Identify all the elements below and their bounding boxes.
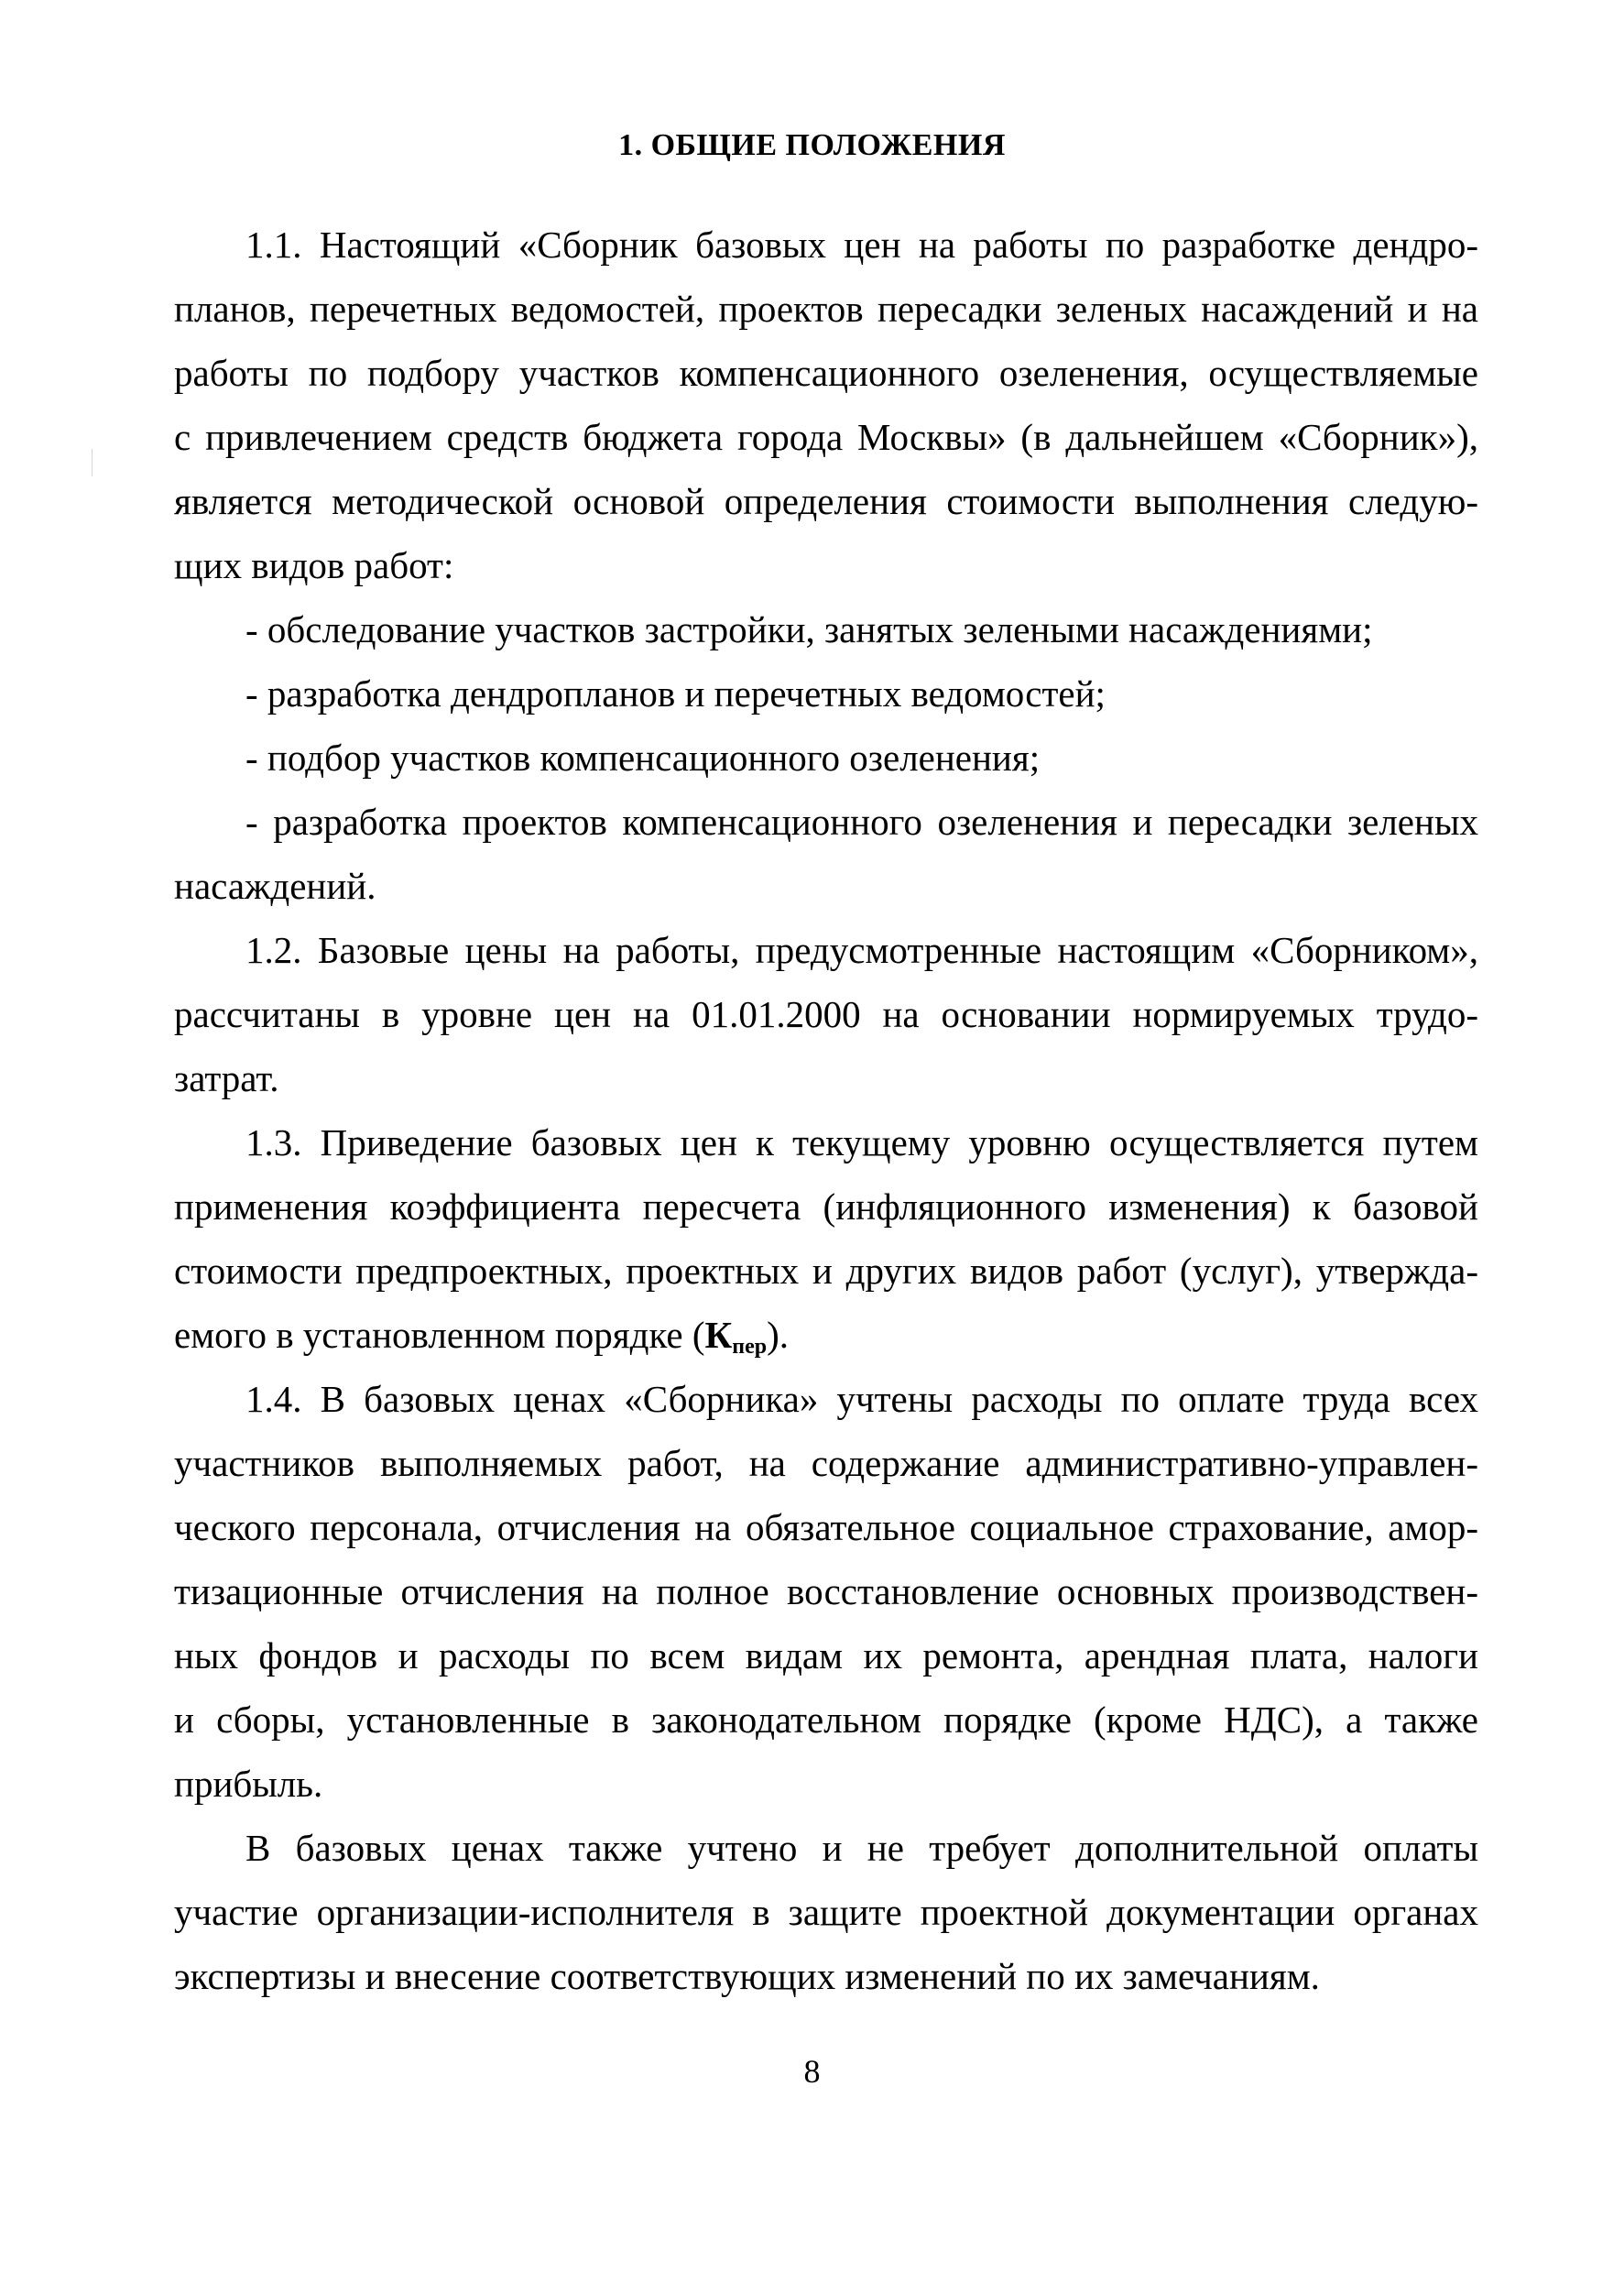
paragraph-1-3-line: 1.3. Приведение базовых цен к текущему уровню осуществляется путем (245, 1121, 1478, 1163)
page-number: 8 (803, 2053, 821, 2090)
paragraph-1-4-line: и сборы, установленные в законодательном порядке (кроме НДС), а также (174, 1699, 1478, 1741)
paragraph-1-4-line: прибыль. (174, 1763, 323, 1805)
paragraph-1-2-line: 1.2. Базовые цены на работы, предусмотренные настоящим «Сборником», (245, 929, 1478, 971)
paragraph-1-1-line: щих видов работ: (174, 544, 454, 586)
paragraph-1-2-line: затрат. (174, 1057, 279, 1099)
list-item: - подбор участков компенсационного озеленения; (245, 737, 1041, 779)
paragraph-final-line: экспертизы и внесение соответствующих изменений по их замечаниям. (174, 1955, 1320, 1997)
paragraph-1-3-line: применения коэффициента пересчета (инфляционного изменения) к базовой (174, 1185, 1478, 1228)
paragraph-1-3-text: емого в установленном порядке ( (174, 1314, 705, 1356)
list-item-continuation: насаждений. (174, 865, 376, 907)
list-item: - обследование участков застройки, занятых зелеными насаждениями; (245, 608, 1373, 650)
paragraph-1-1-line: 1.1. Настоящий «Сборник базовых цен на работы по разработке дендро- (245, 224, 1478, 266)
paragraph-final-line: участие организации-исполнителя в защите проектной документации органах (174, 1891, 1478, 1933)
paragraph-1-3-line: стоимости предпроектных, проектных и других видов работ (услуг), утвержда- (174, 1250, 1478, 1292)
paragraph-1-1-line: работы по подбору участков компенсационного озеленения, осуществляемые (174, 352, 1478, 394)
section-title: 1. ОБЩИЕ ПОЛОЖЕНИЯ (618, 128, 1006, 162)
list-item: - разработка дендропланов и перечетных ведомостей; (245, 672, 1106, 715)
paragraph-1-1-line: планов, перечетных ведомостей, проектов пересадки зеленых насаждений и на (174, 288, 1478, 330)
paragraph-1-4-line: участников выполняемых работ, на содержание административно-управлен- (174, 1442, 1478, 1484)
paragraph-1-3-line: емого в установленном порядке $(К_{пер})$. (174, 1314, 789, 1359)
paragraph-final-line: В базовых ценах также учтено и не требует дополнительной оплаты (245, 1827, 1478, 1869)
paragraph-1-4-line: тизационные отчисления на полное восстановление основных производствен- (174, 1570, 1478, 1612)
paragraph-1-4-line: ных фондов и расходы по всем видам их ремонта, арендная плата, налоги (174, 1634, 1478, 1677)
margin-mark (92, 449, 93, 476)
list-item: - разработка проектов компенсационного озеленения и пересадки зеленых (245, 801, 1478, 843)
k-per-symbol: $К_{пер}$ (704, 1314, 768, 1359)
paragraph-1-4-line: 1.4. В базовых ценах «Сборника» учтены расходы по оплате труда всех (245, 1378, 1478, 1420)
paragraph-1-2-line: рассчитаны в уровне цен на 01.01.2000 на основании нормируемых трудо- (174, 993, 1478, 1035)
paragraph-1-4-line: ческого персонала, отчисления на обязательное социальное страхование, амор- (174, 1506, 1478, 1548)
paragraph-1-1-line: с привлечением средств бюджета города Москвы» (в дальнейшем «Сборник»), (174, 416, 1478, 458)
paragraph-1-1-line: является методической основой определения стоимости выполнения следую- (174, 480, 1478, 522)
